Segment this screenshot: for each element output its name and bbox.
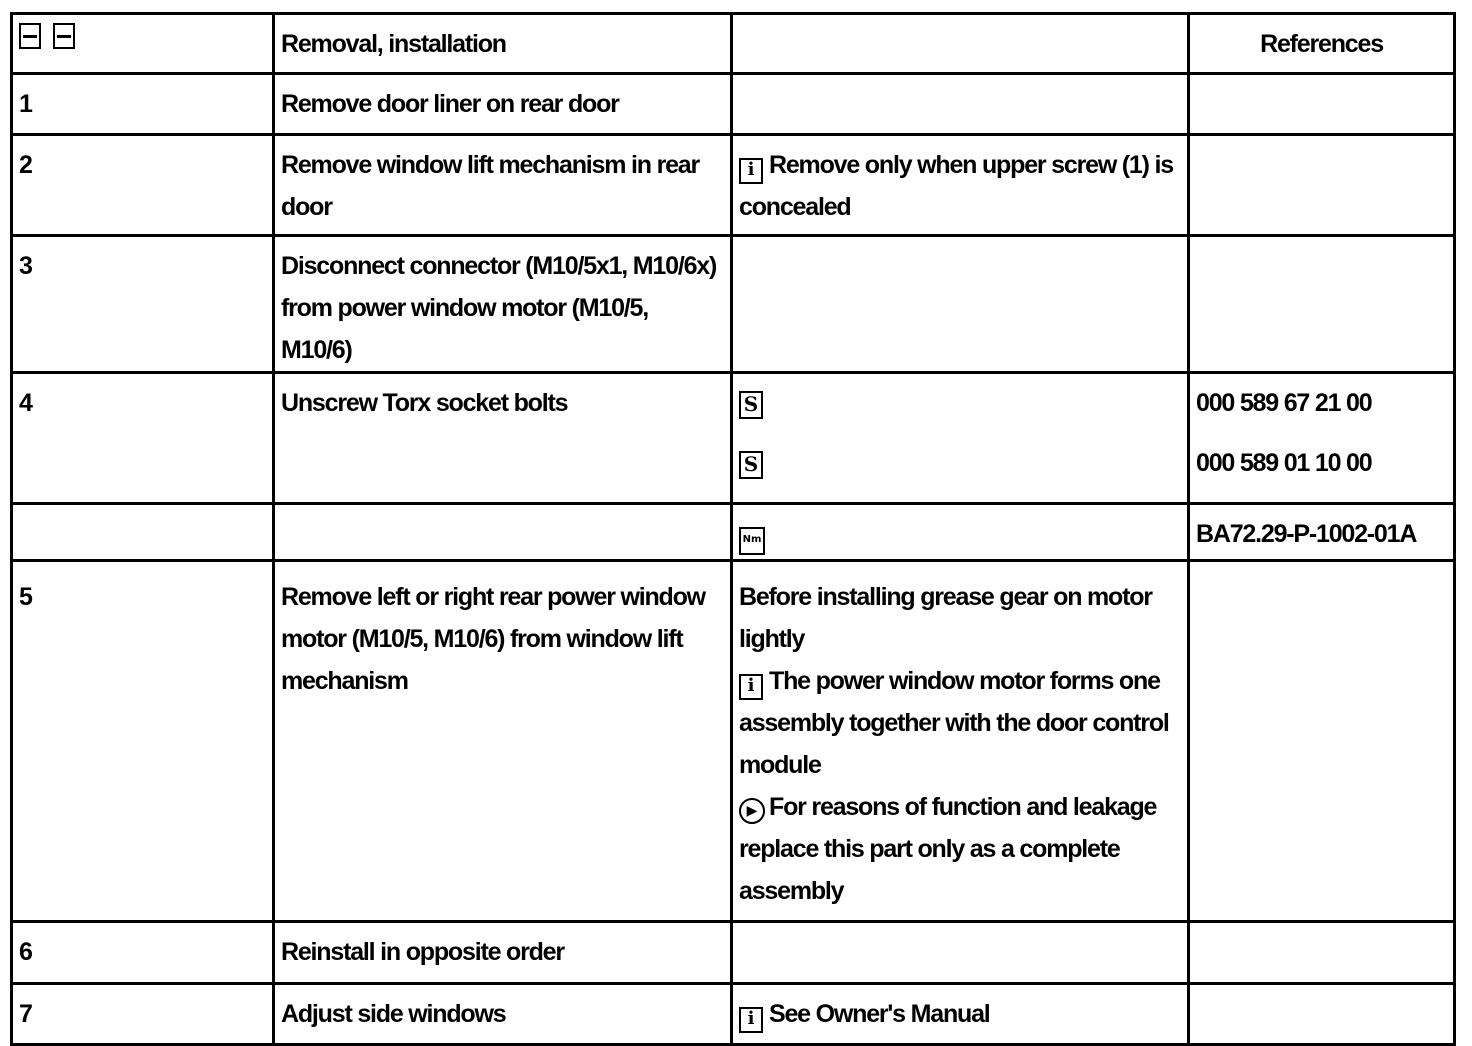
step-note: The power window motor forms one assembly together with the door control module (739, 667, 1169, 779)
header-references: References (1189, 14, 1455, 74)
table-row (12, 373, 1455, 504)
step-action: Remove door liner on rear door (281, 90, 619, 118)
step-number: 3 (19, 252, 32, 280)
installation-icon (53, 23, 75, 49)
step-number: 7 (19, 1000, 32, 1028)
step-action: Remove left or right rear power window motor (M10/5, M10/6) from window lift mechanism (281, 583, 705, 695)
step-action: Disconnect connector (M10/5x1, M10/6x) from power window motor (M10/5, M10/6) (281, 252, 717, 364)
step-note: See Owner's Manual (769, 1000, 990, 1028)
header-icons-cell (12, 14, 274, 74)
info-icon: i (739, 674, 763, 700)
tool-reference[interactable]: 000 589 01 10 00 (1196, 449, 1372, 477)
step-number: 1 (19, 90, 32, 118)
table-row (12, 984, 1455, 1045)
table-row (12, 135, 1455, 236)
reference-icon: ▶ (739, 798, 765, 824)
table-row (12, 74, 1455, 135)
header-row (12, 14, 1455, 74)
table-row (12, 561, 1455, 922)
header-notes (732, 14, 1189, 74)
table-row (12, 504, 1455, 561)
special-tool-icon: S (739, 451, 763, 479)
header-removal-installation (274, 14, 732, 74)
torque-icon: Nm (739, 527, 765, 555)
step-number: 6 (19, 938, 32, 966)
step-note: Remove only when upper screw (1) is concealed (739, 151, 1173, 221)
info-icon: i (739, 158, 763, 184)
info-icon: i (739, 1007, 763, 1033)
step-action: Remove window lift mechanism in rear door (281, 151, 700, 221)
table-row (12, 922, 1455, 984)
tool-reference[interactable]: 000 589 67 21 00 (1196, 389, 1372, 417)
step-number: 4 (19, 389, 32, 417)
torque-reference[interactable]: BA72.29-P-1002-01A (1196, 520, 1417, 548)
table-row (12, 236, 1455, 373)
step-action: Reinstall in opposite order (281, 938, 564, 966)
header-title: Removal, installation (281, 30, 506, 58)
step-action: Adjust side windows (281, 1000, 506, 1028)
step-note: Before installing grease gear on motor lightly (739, 583, 1152, 653)
special-tool-icon: S (739, 391, 763, 419)
step-action: Unscrew Torx socket bolts (281, 389, 568, 417)
step-note: For reasons of function and leakage replace this part only as a complete assembly (739, 793, 1157, 905)
procedure-table (10, 12, 1456, 1046)
step-number: 2 (19, 151, 32, 179)
removal-icon (19, 23, 41, 49)
step-number: 5 (19, 583, 32, 611)
